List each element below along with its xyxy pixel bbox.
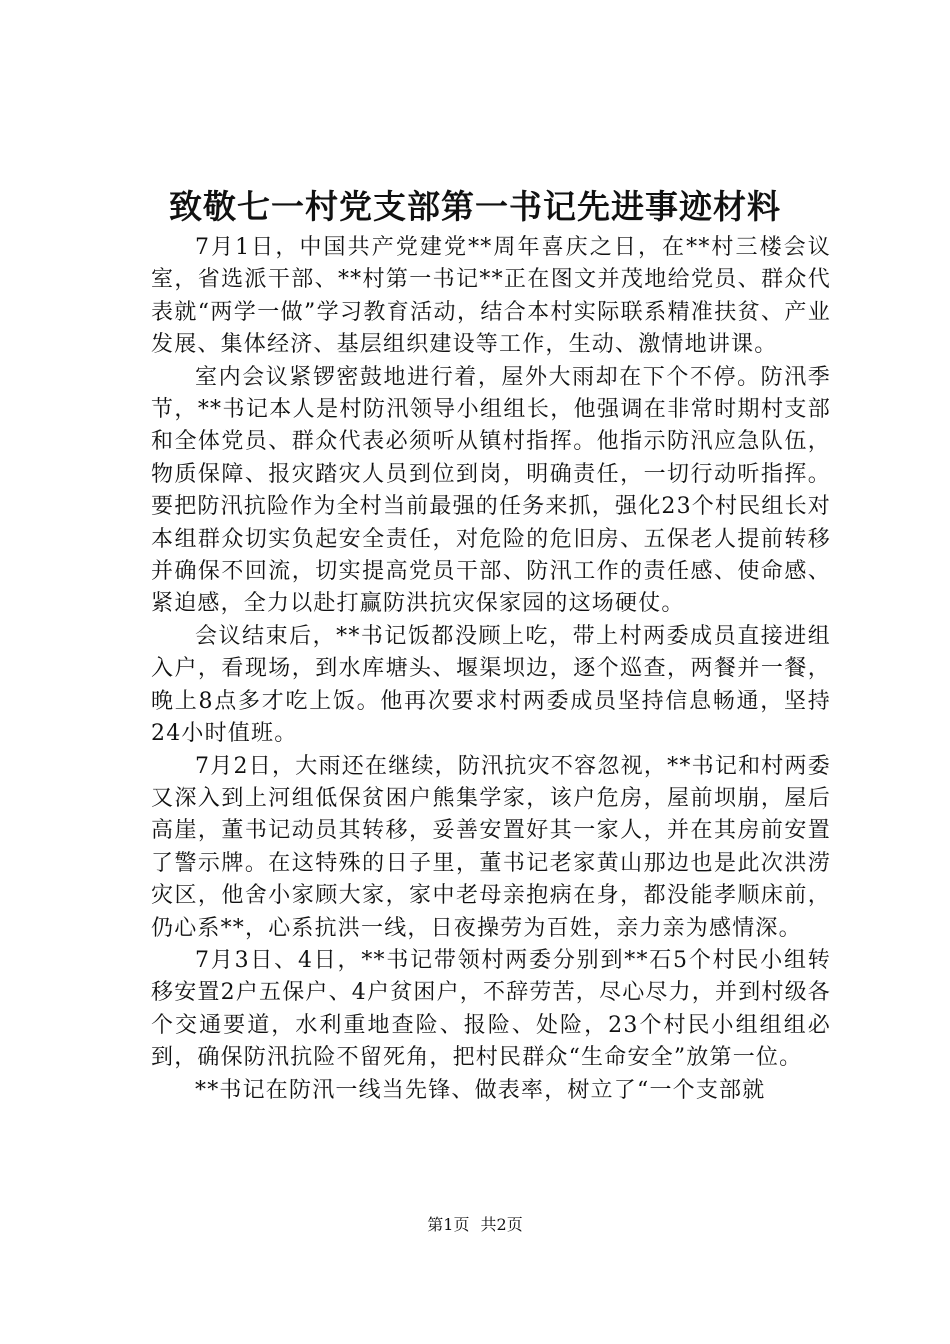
paragraph: 室内会议紧锣密鼓地进行着，屋外大雨却在下个不停。防汛季节，**书记本人是村防汛领导小组组长，他强调在非常时期村支部和全体党员、群众代表必须听从镇村指挥。他指示防汛应急队伍，物质保障、报灾踏灾人员到位到岗，明确责任，一切行动听指挥。要把防汛抗险作为全村当前最强的任务来抓，强化23个村民组长对本组群众切实负起安全责任，对危险的危旧房、五保老人提前转移并确保不回流，切实提高党员干部、防汛工作的责任感、使命感、紧迫感，全力以赴打赢防洪抗灾保家园的这场硬仗。 xyxy=(151,364,831,617)
document-title: 致敬七一村党支部第一书记先进事迹材料 xyxy=(169,187,781,226)
paragraph: 会议结束后，**书记饭都没顾上吃，带上村两委成员直接进组入户，看现场，到水库塘头、堰渠坝边，逐个巡查，两餐并一餐，晚上8点多才吃上饭。他再次要求村两委成员坚持信息畅通，坚持24小时值班。 xyxy=(151,623,831,747)
page-footer xyxy=(0,1214,950,1236)
paragraph: **书记在防汛一线当先锋、做表率，树立了“一个支部就 xyxy=(195,1077,766,1103)
page-number-total: 共2页 xyxy=(480,1215,523,1234)
paragraph: 7月1日，中国共产党建党**周年喜庆之日，在**村三楼会议室，省选派干部、**村第一书记**正在图文并茂地给党员、群众代表就“两学一做”学习教育活动，结合本村实际联系精准扶贫、产业发展、集体经济、基层组织建设等工作，生动、激情地讲课。 xyxy=(151,235,831,358)
paragraph: 7月3日、4日，**书记带领村两委分别到**石5个村民小组转移安置2户五保户、4户贫困户，不辞劳苦，尽心尽力，并到村级各个交通要道，水利重地查险、报险、处险，23个村民小组组组必到，确保防汛抗险不留死角，把村民群众“生命安全”放第一位。 xyxy=(151,947,831,1071)
page-number-current: 第1页 xyxy=(427,1215,470,1234)
document-body xyxy=(151,232,831,1107)
paragraph: 7月2日，大雨还在继续，防汛抗灾不容忽视，**书记和村两委又深入到上河组低保贫困户熊集学家，该户危房，屋前坝崩，屋后高崖，董书记动员其转移，妥善安置好其一家人，并在其房前安置了警示牌。在这特殊的日子里，董书记老家黄山那边也是此次洪涝灾区，他舍小家顾大家，家中老母亲抱病在身，都没能孝顺床前，仍心系**，心系抗洪一线，日夜操劳为百姓，亲力亲为感情深。 xyxy=(151,753,831,941)
